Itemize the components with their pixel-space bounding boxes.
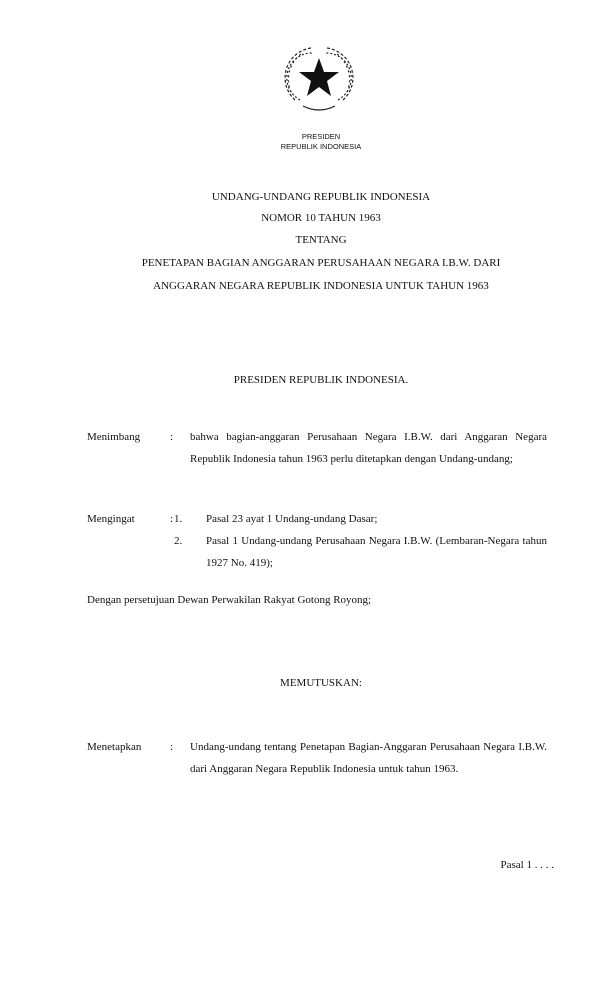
institution-line-1: PRESIDEN [301,132,341,141]
title-line-5: ANGGARAN NEGARA REPUBLIK INDONESIA UNTUK TAHUN 1963 [153,280,489,292]
next-page-reference: Pasal 1 . . . . [500,859,554,871]
menetapkan-text: Undang-undang tentang Penetapan Bagian-Anggaran Perusahaan Negara I.B.W. dari Anggaran Negara Republik Indonesia untuk tahun 1963. [190,741,547,775]
memutuskan-heading: MEMUTUSKAN: [280,677,362,689]
persetujuan-text: Dengan persetujuan Dewan Perwakilan Rakyat Gotong Royong; [87,594,372,606]
menetapkan-colon: : [170,741,174,753]
mengingat-colon: : [170,513,174,525]
institution-line-2: REPUBLIK INDONESIA [280,142,362,151]
item-number: 2. [174,535,183,547]
title-line-1: UNDANG-UNDANG REPUBLIK INDONESIA [211,191,431,203]
title-line-2: NOMOR 10 TAHUN 1963 [261,212,381,224]
mengingat-item [174,530,547,574]
title-line-4: PENETAPAN BAGIAN ANGGARAN PERUSAHAAN NEGARA I.B.W. DARI [141,257,501,269]
item-text: Pasal 23 ayat 1 Undang-undang Dasar; [206,513,378,525]
garuda-star-emblem-icon [281,40,357,116]
mengingat-item [174,508,547,530]
menimbang-text: bahwa bagian-anggaran Perusahaan Negara I.B.W. dari Anggaran Negara Republik Indonesia tahun 1963 perlu ditetapkan dengan Undang-undang; [190,431,547,465]
mengingat-label: Mengingat [87,513,135,525]
item-text: Pasal 1 Undang-undang Perusahaan Negara I.B.W. (Lembaran-Negara tahun 1927 No. 419); [206,535,547,569]
menimbang-label: Menimbang [87,431,141,443]
issuer: PRESIDEN REPUBLIK INDONESIA. [233,374,409,386]
title-line-3: TENTANG [295,234,347,246]
menimbang-colon: : [170,431,174,443]
mengingat-list [174,508,547,574]
menetapkan-label: Menetapkan [87,741,142,753]
item-number: 1. [174,513,183,525]
